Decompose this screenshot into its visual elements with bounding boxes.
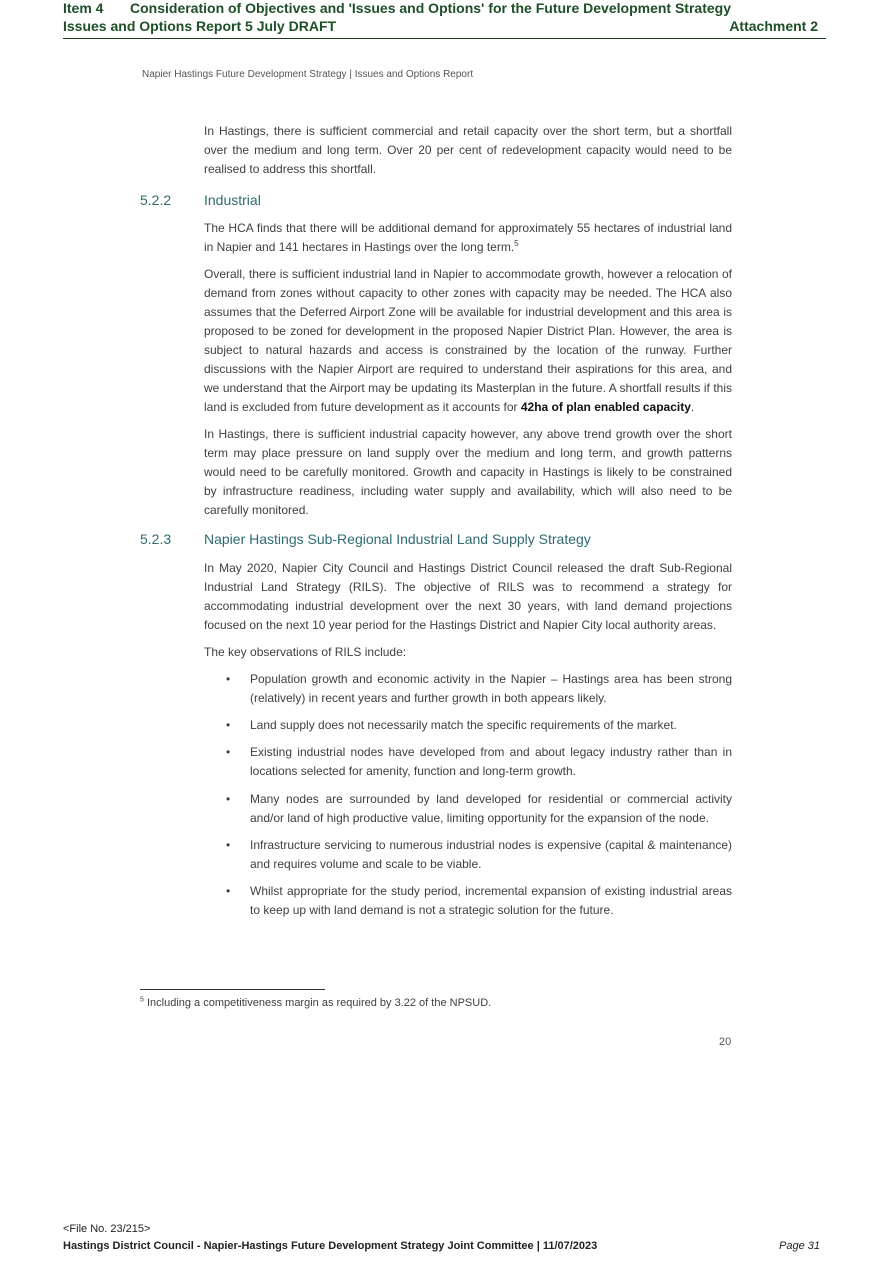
intro-paragraph-block [204,122,732,179]
section-number: 5.2.2 [140,192,172,208]
bullet-item: • Many nodes are surrounded by land developed for residential or commercial activity and/or land of high productive value, limiting opportunity for the expansion of the node. [226,792,732,825]
industrial-paragraph-3-block [204,425,732,520]
item-label: Item 4 [63,0,104,16]
report-subtitle: Issues and Options Report 5 July DRAFT [63,18,337,34]
footnote-ref[interactable]: 5 [514,239,519,248]
agenda-item-line [63,0,731,16]
footnote-text: Including a competitiveness margin as required by 3.22 of the NPSUD. [143,997,492,1009]
footnote-number: 5 [140,996,144,1004]
agenda-page-number: Page 31 [779,1240,820,1252]
bullet-item: • Existing industrial nodes have developed from and about legacy industry rather than in locations selected for amenity, function and long-term growth. [226,745,732,778]
industrial-paragraph-1: The HCA finds that there will be additional demand for approximately 55 hectares of industrial land in Napier and 141 hectares in Hastings over the long term.$^5$ [204,221,732,254]
footnote [140,997,491,1009]
rils-paragraph-2-block [204,643,732,662]
section-number: 5.2.3 [140,531,172,547]
footnote-divider [140,989,325,990]
industrial-paragraph-3: In Hastings, there is sufficient industrial capacity however, any above trend growth over the short term may place pressure on land supply over the medium and long term, and growth patterns would need to be carefully monitored. Growth and capacity in Hastings is likely to be constrained by infrastructure readiness, including water supply and availability, which will also need to be carefully monitored. [204,427,732,517]
item-title: Consideration of Objectives and 'Issues and Options' for the Future Development Strategy [130,0,731,16]
bullet-item: • Land supply does not necessarily match the specific requirements of the market. [226,718,677,732]
industrial-paragraph-1-block [204,219,732,257]
document-page-number: 20 [719,1036,732,1048]
bullet-item: • Infrastructure servicing to numerous industrial nodes is expensive (capital & maintenance) and requires volume and scale to be viable. [226,838,732,871]
industrial-paragraph-2: Overall, there is sufficient industrial land in Napier to accommodate growth, however a relocation of demand from zones without capacity to other zones with capacity may be needed. The HCA also assumes that the Deferred Airport Zone will be available for industrial development and this area is proposed to be zoned for development in the proposed Napier District Plan. However, the area is subject to natural hazards and access is constrained by the location of the runway. Further discussions with the Napier Airport are required to understand their aspirations for this area, and we understand that the Airport may be updating its Masterplan in the future. A shortfall results if this land is excluded from future development as it accounts for 42ha of plan enabled capacity. [204,267,732,414]
agenda-footer [63,1240,820,1252]
agenda-header [63,0,826,39]
report-line [63,18,826,34]
bullet-item: • Population growth and economic activity in the Napier – Hastings area has been strong (relatively) in recent years and further growth in both appears likely. [226,672,732,705]
section-heading-523 [140,531,591,547]
rils-paragraph-2: The key observations of RILS include: [204,645,407,659]
file-number: <File No. 23/215> [63,1223,151,1235]
attachment-label: Attachment 2 [729,18,818,34]
intro-paragraph: In Hastings, there is sufficient commercial and retail capacity over the short term, but a shortfall over the medium and long term. Over 20 per cent of redevelopment capacity would need to be realised to address this shortfall. [204,124,732,176]
bold-capacity-text: 42ha of plan enabled capacity [520,400,691,414]
section-heading-522 [140,192,261,208]
rils-paragraph-1: In May 2020, Napier City Council and Hastings District Council released the draft Sub-Regional Industrial Land Strategy (RILS). The objective of RILS was to recommend a strategy for accommodating industrial development over the next 30 years, with land demand projections focused on the next 10 year period for the Hastings District and Napier City local authority areas. [204,561,732,632]
section-title: Napier Hastings Sub-Regional Industrial Land Supply Strategy [204,531,591,547]
rils-paragraph-1-block [204,559,732,635]
section-title: Industrial [204,192,261,208]
industrial-paragraph-2-block [204,265,732,417]
committee-line: Hastings District Council - Napier-Hastings Future Development Strategy Joint Committee | 11/07/2023 [63,1240,598,1252]
bullet-item: • Whilst appropriate for the study period, incremental expansion of existing industrial areas to keep up with land demand is not a strategic solution for the future. [226,884,732,917]
running-header: Napier Hastings Future Development Strategy | Issues and Options Report [142,69,474,80]
